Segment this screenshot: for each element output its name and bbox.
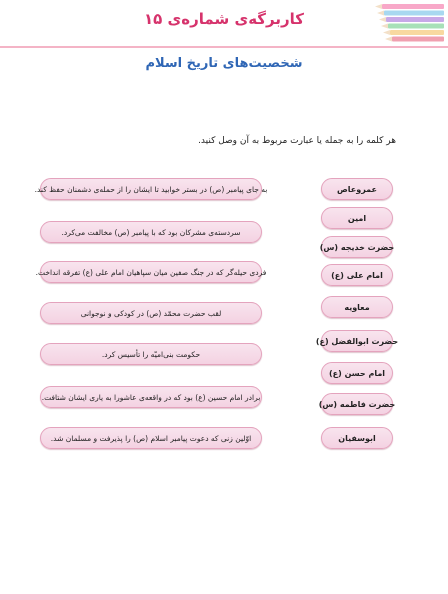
pencil-icon <box>375 4 444 9</box>
sentence-box[interactable]: سردسته‌ی مشرکان بود که با پیامبر (ص) مخالفت می‌کرد. <box>40 221 262 243</box>
pencil-icon <box>381 24 444 29</box>
name-box[interactable]: ابوسفیان <box>321 427 393 449</box>
sentence-box[interactable]: لقب حضرت محمّد (ص) در کودکی و نوجوانی <box>40 302 262 324</box>
name-box[interactable]: حضرت خدیجه (س) <box>321 236 393 258</box>
instruction-text: هر کلمه را به جمله یا عبارت مربوط به آن وصل کنید. <box>198 136 396 146</box>
pencil-icon <box>379 17 444 22</box>
pencil-icon <box>385 37 444 42</box>
pencil-icon <box>377 11 444 16</box>
sentence-box[interactable]: به جای پیامبر (ص) در بستر خوابید تا ایشان را از حمله‌ی دشمنان حفظ کند. <box>40 178 262 200</box>
sentence-box[interactable]: فردی حیله‌گر که در جنگ صفین میان سپاهیان امام علی (ع) تفرقه انداخت. <box>40 261 262 283</box>
name-box[interactable]: معاویه <box>321 296 393 318</box>
pencils-illustration <box>370 0 448 46</box>
page-header <box>0 0 448 48</box>
name-box[interactable]: امام علی (ع) <box>321 264 393 286</box>
page-bottom-bar <box>0 594 448 600</box>
name-box[interactable]: حضرت فاطمه (س) <box>321 393 393 415</box>
name-box[interactable]: امین <box>321 207 393 229</box>
worksheet-subtitle: شخصیت‌های تاریخ اسلام <box>145 56 303 71</box>
header-divider <box>0 46 448 48</box>
name-box[interactable]: حضرت ابوالفضل (ع) <box>321 330 393 352</box>
name-box[interactable]: عمروعاص <box>321 178 393 200</box>
sentence-box[interactable]: حکومت بنی‌امیّه را تأسیس کرد. <box>40 343 262 365</box>
pencil-icon <box>383 30 444 35</box>
sentence-box[interactable]: برادر امام حسین (ع) بود که در واقعه‌ی عاشورا به یاری ایشان شتافت. <box>40 386 262 408</box>
page-title: کاربرگه‌ی شماره‌ی ۱۵ <box>144 10 304 28</box>
name-box[interactable]: امام حسن (ع) <box>321 362 393 384</box>
sentence-box[interactable]: اوّلین زنی که دعوت پیامبر اسلام (ص) را پذیرفت و مسلمان شد. <box>40 427 262 449</box>
